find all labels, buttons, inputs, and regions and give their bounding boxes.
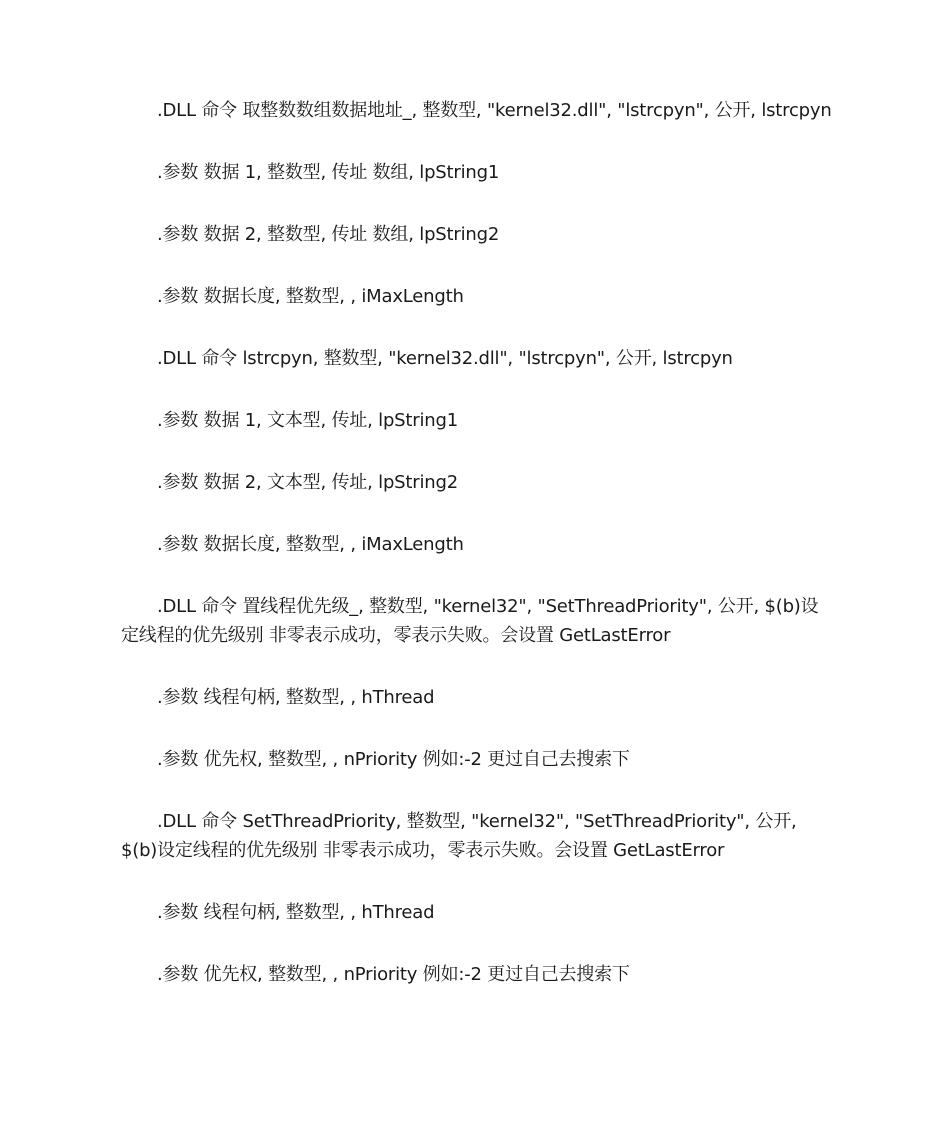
param-data-2: .参数 数据 2, 整数型, 传址 数组, lpString2 [157, 224, 500, 245]
dll-declaration-lstrcpyn: .DLL 命令 lstrcpyn, 整数型, "kernel32.dll", "lstrcpyn", 公开, lstrcpyn [157, 348, 733, 369]
dll-declaration-get-int-array-address: .DLL 命令 取整数数组数据地址_, 整数型, "kernel32.dll", "lstrcpyn", 公开, lstrcpyn [157, 100, 832, 121]
param-thread-handle: .参数 线程句柄, 整数型, , hThread [157, 687, 435, 708]
param-thread-handle-2: .参数 线程句柄, 整数型, , hThread [157, 902, 435, 923]
param-data-1-text: .参数 数据 1, 文本型, 传址, lpString1 [157, 410, 458, 431]
dll-declaration-set-thread-priority: .DLL 命令 SetThreadPriority, 整数型, "kernel32", "SetThreadPriority", 公开, $(b)设定线程的优先级别 非零表示成功，零表示失败。会设置 GetLastError [121, 811, 797, 861]
param-data-length-2: .参数 数据长度, 整数型, , iMaxLength [157, 534, 464, 555]
param-data-length: .参数 数据长度, 整数型, , iMaxLength [157, 286, 464, 307]
param-data-1: .参数 数据 1, 整数型, 传址 数组, lpString1 [157, 162, 500, 183]
param-priority: .参数 优先权, 整数型, , nPriority 例如:-2 更过自己去搜索下 [157, 749, 630, 770]
param-data-2-text: .参数 数据 2, 文本型, 传址, lpString2 [157, 472, 458, 493]
document-body [121, 96, 833, 989]
dll-declaration-set-thread-priority-cn: .DLL 命令 置线程优先级_, 整数型, "kernel32", "SetThreadPriority", 公开, $(b)设定线程的优先级别 非零表示成功，零表示失败。会设置 GetLastError [121, 596, 819, 646]
param-priority-2: .参数 优先权, 整数型, , nPriority 例如:-2 更过自己去搜索下 [157, 964, 630, 985]
